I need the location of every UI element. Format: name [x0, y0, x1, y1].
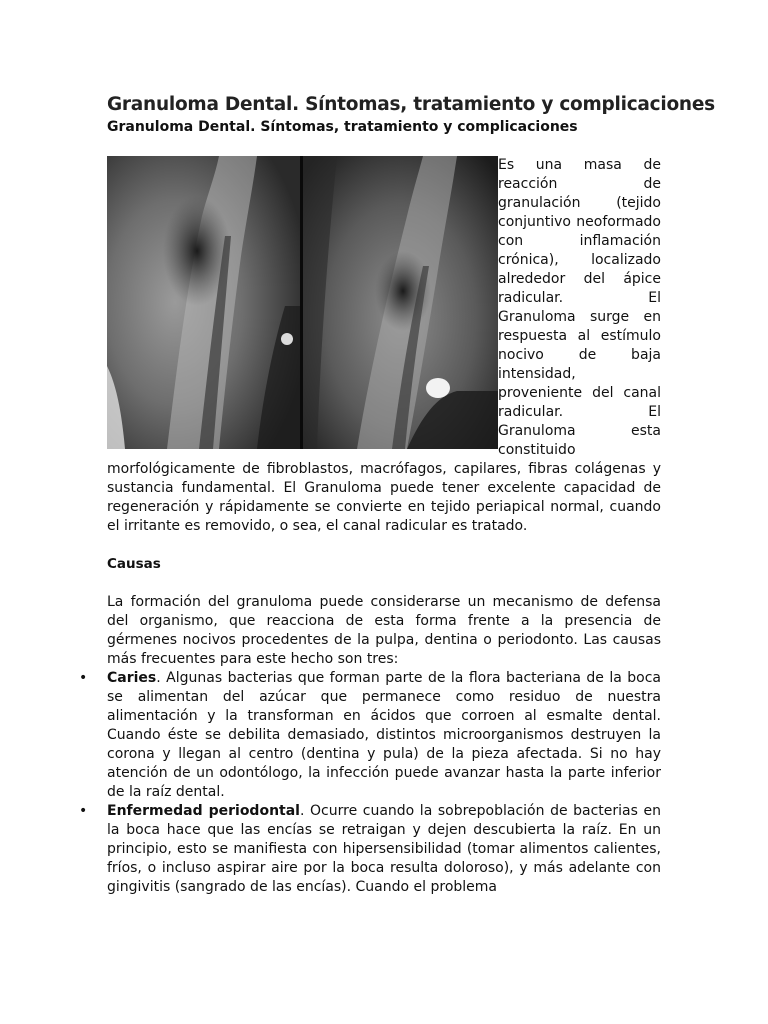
cause-term: Enfermedad periodontal [107, 803, 300, 819]
cause-text: Ocurre cuando la sobrepoblación de bacterias en la boca hace que las encías se retraigan y dejen descubierta la raíz. En un principio, esto se manifiesta con hipersensibilidad (tomar alimentos calientes, fríos, o incluso aspirar aire por la boca resulta doloroso), y más adelante con gingivitis (sangrado de las encías). Cuando el problema [107, 803, 661, 895]
cause-text: Algunas bacterias que forman parte de la flora bacteriana de la boca se alimentan del azúcar que permanece como residuo de nuestra alimentación y la transforman en ácidos que corroen al esmalte dental. Cuando éste se debilita demasiado, distintos microorganismos destruyen la corona y llegan al centro (dentina y pula) de la pieza afectada. Si no hay atención de un odontólogo, la infección puede avanzar hasta la parte inferior de la raíz dental. [107, 670, 661, 800]
cause-punctuation: . [156, 670, 161, 686]
section-heading-causas: Causas [107, 556, 161, 572]
cause-term: Caries [107, 670, 157, 686]
document-title: Granuloma Dental. Síntomas, tratamiento y complicaciones [107, 94, 715, 115]
list-item [79, 802, 661, 897]
document-subtitle: Granuloma Dental. Síntomas, tratamiento y complicaciones [107, 119, 578, 135]
dental-xray-image [107, 156, 498, 449]
list-item [79, 669, 661, 802]
causes-intro-paragraph: La formación del granuloma puede considerarse un mecanismo de defensa del organismo, que reacciona de esta forma frente a la presencia de gérmenes nocivos procedentes de la pulpa, dentina o periodonto. Las causas más frecuentes para este hecho son tres: [107, 594, 661, 667]
cause-punctuation: . [299, 803, 305, 819]
document-content [79, 93, 715, 897]
bullet-icon: • [79, 803, 88, 819]
bullet-icon: • [79, 670, 88, 686]
intro-paragraph: Es una masa de reacción de granulación (tejido conjuntivo neoformado con inflamación crónica), localizado alrededor del ápice radicular. El Granuloma surge en respuesta al estímulo nocivo de baja intensidad, proveniente del canal radicular. El Granuloma esta constituido morfológicamente de fibroblastos, macrófagos, capilares, fibras colágenas y sustancia fundamental. El Granuloma puede tener excelente capacidad de regeneración y rápidamente se convierte en tejido periapical normal, cuando el irritante es removido, o sea, el canal radicular es tratado. [107, 157, 661, 534]
causes-list [79, 669, 661, 897]
